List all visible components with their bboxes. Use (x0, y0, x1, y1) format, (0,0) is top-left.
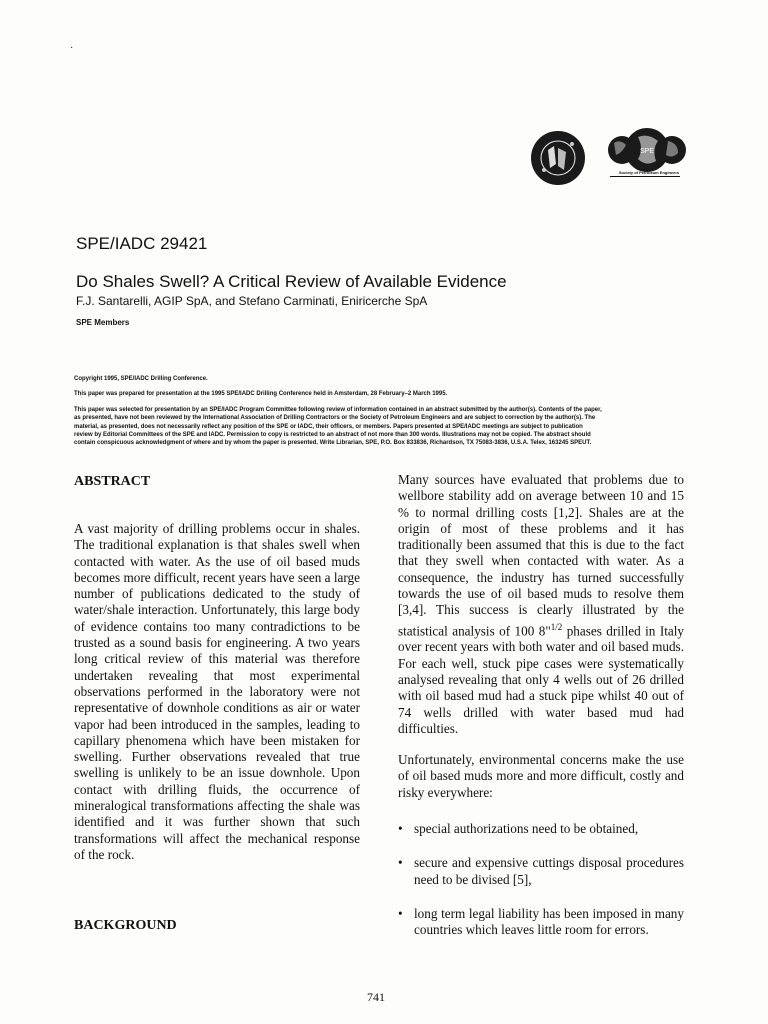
notice-line: review by Editorial Committees of the SPE and IADC. Permission to copy is restricted to an abstract of not more than 300 words. Illustrations may not be copied. The abstract should (74, 431, 591, 438)
prepared-line: This paper was prepared for presentation at the 1995 SPE/IADC Drilling Conference held in Amsterdam, 28 February–2 March 1995. (74, 391, 448, 397)
background-paragraph-1 (398, 472, 684, 737)
background-paragraph-2: Unfortunately, environmental concerns make the use of oil based muds more and more difficult, costly and risky everywhere: (398, 752, 684, 800)
superscript: 1/2 (550, 621, 563, 632)
society-logos (530, 122, 686, 180)
list-item: • long term legal liability has been imposed in many countries which leaves little room for errors. (398, 906, 684, 939)
iadc-logo-icon (530, 130, 586, 186)
bullet-list (398, 821, 684, 938)
list-item: • secure and expensive cuttings disposal procedures need to be divised [5], (398, 855, 684, 888)
abstract-heading: ABSTRACT (74, 474, 151, 489)
abstract-text: A vast majority of drilling problems occur in shales. The traditional explanation is that shales swell when contacted with water. As the use of oil based muds becomes more difficult, recent years have seen a large number of publications dedicated to the study of water/shale interaction. Unfortunately, this large body of evidence contains too many contradictions to be trusted as a sound basis for engineering. A two years long critical review of this material was therefore undertaken revealing that most experimental observations performed in the laboratory were not representative of downhole conditions as air or water vapor had been introduced in the samples, leading to capillary phenomena which have been mistaken for swelling. Further observations revealed that true swelling is unlikely to be an issue downhole. Upon contact with drilling fluids, the occurrence of mineralogical transformations affecting the shale was identified and it was further shown that such transformations will affect the mechanical response of the rock. (74, 521, 360, 862)
paper-number: SPE/IADC 29421 (76, 234, 208, 253)
header-rule (610, 176, 680, 177)
page-number: 741 (367, 990, 385, 1004)
paper-title: Do Shales Swell? A Critical Review of Available Evidence (76, 272, 507, 291)
stray-mark: · (70, 42, 74, 53)
paragraph-text: phases drilled in Italy over recent years with both water and oil based muds. For each well, stuck pipe cases were systematically analysed revealing that only 4 wells out of 26 drilled with oil based mud had a stuck pipe whilst 40 out of 74 wells drilled with water based mud had difficulties. (398, 623, 684, 736)
spe-logo-text: SPE (639, 148, 655, 155)
spe-caption: Society of Petroleum Engineers (618, 170, 680, 175)
copyright-notice (74, 406, 689, 447)
background-heading: BACKGROUND (74, 918, 177, 933)
paper-authors: F.J. Santarelli, AGIP SpA, and Stefano Carminati, Eniricerche SpA (76, 294, 428, 308)
members-label: SPE Members (76, 318, 130, 327)
spe-logo-icon (608, 127, 686, 173)
paragraph-text: Many sources have evaluated that problems due to wellbore stability add on average between 10 and 15 % to normal drilling costs [1,2]. Shales are at the origin of most of these problems and it has traditionally been assumed that this is due to the fact that they swell when contacted with water. As a consequence, the industry has turned successfully towards the use of oil based muds to resolve them [3,4]. This success is clearly illustrated by the statistical analysis of 100 8" (398, 472, 684, 639)
notice-line: This paper was selected for presentation by an SPE/IADC Program Committee following review of information contained in an abstract submitted by the author(s). Contents of the paper, (74, 407, 602, 413)
list-item: • special authorizations need to be obtained, (398, 821, 684, 837)
notice-line: material, as presented, does not necessarily reflect any position of the SPE or IADC, their officers, or members. Papers presented at SPE/IADC meetings are subject to publication (74, 423, 583, 430)
notice-line: as presented, have not been reviewed by the International Association of Drilling Contractors or the Society of Petroleum Engineers and are subject to correction by the author(s). The (74, 415, 596, 422)
copyright-line: Copyright 1995, SPE/IADC Drilling Conference. (74, 376, 208, 382)
notice-line: contain conspicuous acknowledgment of where and by whom the paper is presented. Write Librarian, SPE, P.O. Box 833836, Richardson, TX 75083-3836, U.S.A. Telex, 163245 SPEUT. (74, 440, 592, 447)
